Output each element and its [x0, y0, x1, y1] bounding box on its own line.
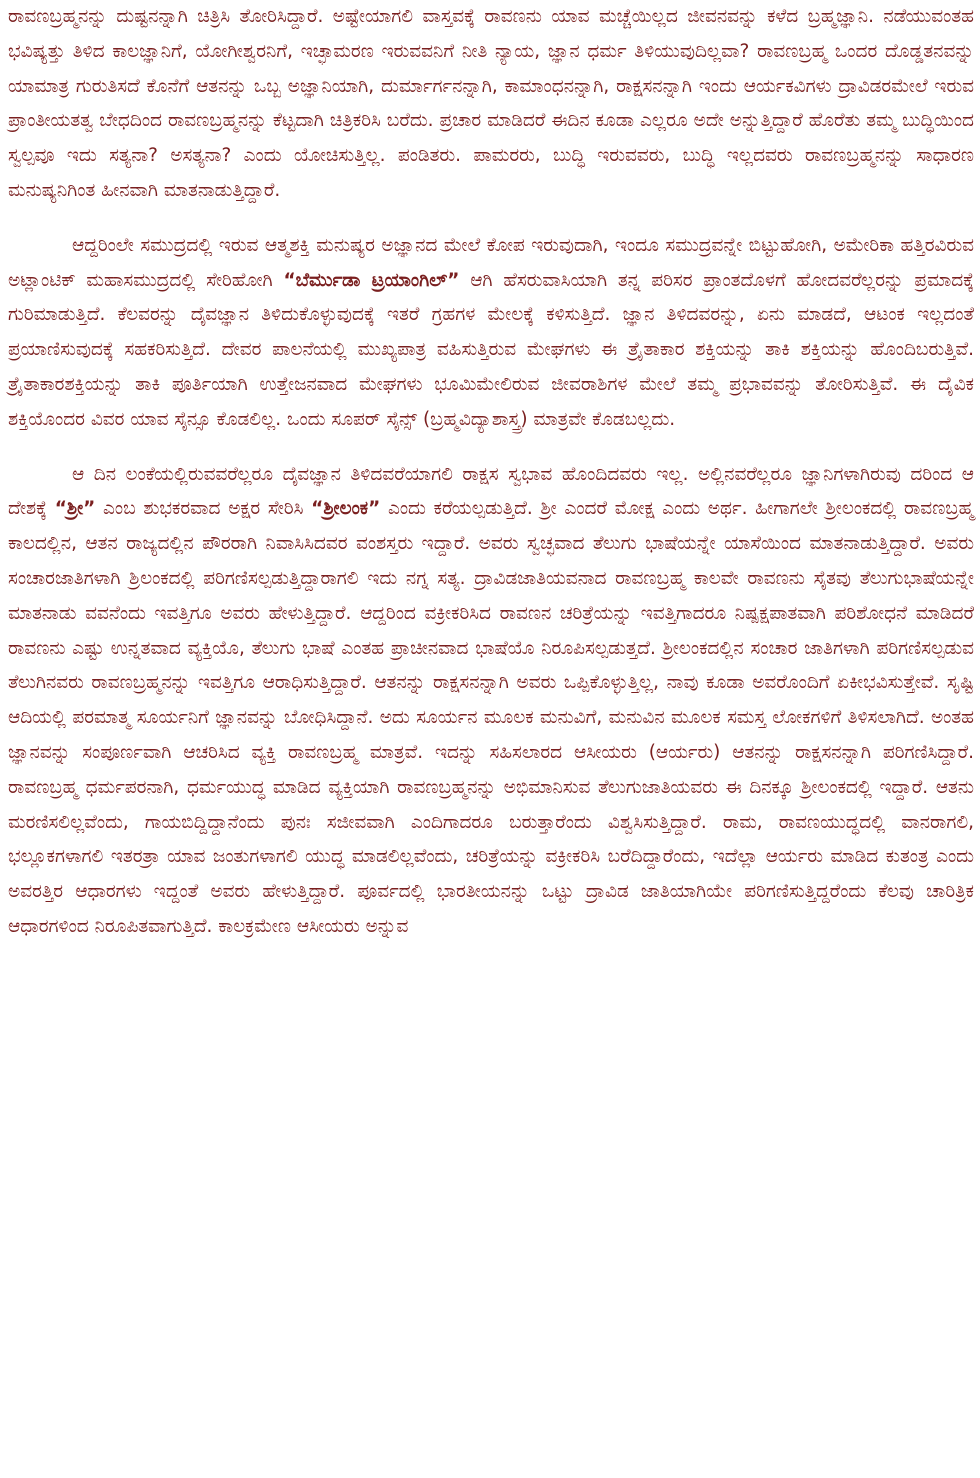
paragraph-1: [8, 0, 974, 209]
paragraph-2: [8, 229, 974, 438]
paragraph-2-text-b: ಆಗಿ ಹೆಸರುವಾಸಿಯಾಗಿ ತನ್ನ ಪರಿಸರ ಪ್ರಾಂತದೊಳಗೆ ಹೋದವರೆಲ್ಲರನ್ನು ಪ್ರಮಾದಕ್ಕೆ ಗುರಿಮಾಡುತ್ತಿದೆ. ಕೆಲವರನ್ನು ದೈವಜ್ಞಾನ ತಿಳಿದುಕೊಳ್ಳುವುದಕ್ಕೆ ಇತರೆ ಗ್ರಹಗಳ ಮೇಲಕ್ಕೆ ಕಳಿಸುತ್ತಿದೆ. ಜ್ಞಾನ ತಿಳಿದವರನ್ನು, ಏನು ಮಾಡದೆ, ಆಟಂಕ ಇಲ್ಲದಂತೆ ಪ್ರಯಾಣಿಸುವುದಕ್ಕೆ ಸಹಕರಿಸುತ್ತಿದೆ. ದೇವರ ಪಾಲನೆಯಲ್ಲಿ ಮುಖ್ಯಪಾತ್ರ ವಹಿಸುತ್ತಿರುವ ಮೇಘಗಳು ಈ ತ್ರೈತಾಕಾರ ಶಕ್ತಿಯನ್ನು ತಾಕಿ ಶಕ್ತಿಯನ್ನು ಹೊಂದಿಬರುತ್ತಿವೆ. ತ್ರೈತಾಕಾರಶಕ್ತಿಯನ್ನು ತಾಕಿ ಪೂರ್ತಿಯಾಗಿ ಉತ್ತೇಜನವಾದ ಮೇಘಗಳು ಭೂಮಿಮೇಲಿರುವ ಜೀವರಾಶಿಗಳ ಮೇಲೆ ತಮ್ಮ ಪ್ರಭಾವವನ್ನು ತೋರಿಸುತ್ತಿವೆ. ಈ ದೈವಿಕ ಶಕ್ತಿಯೊಂದರ ವಿವರ ಯಾವ ಸೈನ್ಸೂ ಕೊಡಲಿಲ್ಲ. ಒಂದು ಸೂಪರ್ ಸೈನ್ಸ್ (ಬ್ರಹ್ಮವಿದ್ಯಾಶಾಸ್ತ್ರ) ಮಾತ್ರವೇ ಕೊಡಬಲ್ಲದು.: [8, 269, 975, 430]
bermuda-triangle-term: “ಬೆರ್ಮುಡಾ ಟ್ರಯಾಂಗಿಲ್”: [283, 269, 460, 291]
paragraph-3: [8, 458, 974, 945]
paragraph-2-text-a: ಆದ್ದರಿಂಲೇ ಸಮುದ್ರದಲ್ಲಿ ಇರುವ ಆತ್ಮಶಕ್ತಿ ಮನುಷ್ಯರ ಅಜ್ಞಾನದ ಮೇಲೆ ಕೋಪ ಇರುವುದಾಗಿ, ಇಂದೂ ಸಮುದ್ರವನ್ನೇ ಬಿಟ್ಟುಹೋಗಿ, ಅಮೇರಿಕಾ ಹತ್ತಿರವಿರುವ ಅಟ್ಲಾಂಟಿಕ್ ಮಹಾಸಮುದ್ರದಲ್ಲಿ ಸೇರಿಹೋಗಿ: [8, 234, 974, 291]
paragraph-3-text-c: ಎಂದು ಕರೆಯಲ್ಪಡುತ್ತಿದೆ. ಶ್ರೀ ಎಂದರೆ ಮೋಕ್ಷ ಎಂದು ಅರ್ಥ. ಹೀಗಾಗಲೇ ಶ್ರೀಲಂಕದಲ್ಲಿ ರಾವಣಬ್ರಹ್ಮ ಕಾಲದಲ್ಲಿನ, ಆತನ ರಾಜ್ಯದಲ್ಲಿನ ಪೌರರಾಗಿ ನಿವಾಸಿಸಿದವರ ವಂಶಸ್ತರು ಇದ್ದಾರೆ. ಅವರು ಸ್ವಚ್ಛವಾದ ತೆಲುಗು ಭಾಷೆಯನ್ನೇ ಯಾಸೆಯಿಂದ ಮಾತನಾಡುತ್ತಿದ್ದಾರೆ. ಅವರು ಸಂಚಾರಜಾತಿಗಳಾಗಿ ಶ್ರಿಲಂಕದಲ್ಲಿ ಪರಿಗಣಿಸಲ್ಪಡುತ್ತಿದ್ದಾರಾಗಲಿ ಇದು ನಗ್ನ ಸತ್ಯ. ದ್ರಾವಿಡಜಾತಿಯವನಾದ ರಾವಣಬ್ರಹ್ಮ ಕಾಲವೇ ರಾವಣನು ಸೈತವು ತೆಲುಗುಭಾಷೆಯನ್ನೇ ಮಾತನಾಡು ವವನೆಂದು ಇವತ್ತಿಗೂ ಅವರು ಹೇಳುತ್ತಿದ್ದಾರೆ. ಆದ್ದರಿಂದ ವಕ್ರೀಕರಿಸಿದ ರಾವಣನ ಚರಿತ್ರೆಯನ್ನು ಇವತ್ತಿಗಾದರೂ ನಿಷ್ಪಕ್ಷಪಾತವಾಗಿ ಪರಿಶೋಧನೆ ಮಾಡಿದರೆ ರಾವಣನು ಎಷ್ಟು ಉನ್ನತವಾದ ವ್ಯಕ್ತಿಯೊ, ತೆಲುಗು ಭಾಷೆ ಎಂತಹ ಪ್ರಾಚೀನವಾದ ಭಾಷೆಯೊ ನಿರೂಪಿಸಲ್ಪಡುತ್ತದೆ. ಶ್ರೀಲಂಕದಲ್ಲಿನ ಸಂಚಾರ ಜಾತಿಗಳಾಗಿ ಪರಿಗಣಿಸಲ್ಪಡುವ ತೆಲುಗಿನವರು ರಾವಣಬ್ರಹ್ಮನನ್ನು ಇವತ್ತಿಗೂ ಆರಾಧಿಸುತ್ತಿದ್ದಾರೆ. ಆತನನ್ನು ರಾಕ್ಷಸನನ್ನಾಗಿ ಅವರು ಒಪ್ಪಿಕೊಳ್ಳುತ್ತಿಲ್ಲ, ನಾವು ಕೂಡಾ ಅವರೊಂದಿಗೆ ಏಕೀಭವಿಸುತ್ತೇವೆ. ಸೃಷ್ಟಿ ಆದಿಯಲ್ಲಿ ಪರಮಾತ್ಮ ಸೂರ್ಯನಿಗೆ ಜ್ಞಾನವನ್ನು ಬೋಧಿಸಿದ್ದಾನೆ. ಅದು ಸೂರ್ಯನ ಮೂಲಕ ಮನುವಿಗೆ, ಮನುವಿನ ಮೂಲಕ ಸಮಸ್ತ ಲೋಕಗಳಿಗೆ ತಿಳಿಸಲಾಗಿದೆ. ಅಂತಹ ಜ್ಞಾನವನ್ನು ಸಂಪೂರ್ಣವಾಗಿ ಆಚರಿಸಿದ ವ್ಯಕ್ತಿ ರಾವಣಬ್ರಹ್ಮ ಮಾತ್ರವೆ. ಇದನ್ನು ಸಹಿಸಲಾರದ ಆಸೀಯರು (ಆರ್ಯರು) ಆತನನ್ನು ರಾಕ್ಷಸನನ್ನಾಗಿ ಪರಿಗಣಿಸಿದ್ದಾರೆ. ರಾವಣಬ್ರಹ್ಮ ಧರ್ಮಪರನಾಗಿ, ಧರ್ಮಯುದ್ಧ ಮಾಡಿದ ವ್ಯಕ್ತಿಯಾಗಿ ರಾವಣಬ್ರಹ್ಮನನ್ನು ಅಭಿಮಾನಿಸುವ ತೆಲುಗುಜಾತಿಯವರು ಈ ದಿನಕ್ಕೂ ಶ್ರೀಲಂಕದಲ್ಲಿ ಇದ್ದಾರೆ. ಆತನು ಮರಣಿಸಲಿಲ್ಲವೆಂದು, ಗಾಯಬಿದ್ದಿದ್ದಾನೆಂದು ಪುನಃ ಸಜೀವವಾಗಿ ಎಂದಿಗಾದರೂ ಬರುತ್ತಾರೆಂದು ವಿಶ್ವಸಿಸುತ್ತಿದ್ದಾರೆ. ರಾಮ, ರಾವಣಯುದ್ಧದಲ್ಲಿ ವಾನರಾಗಲಿ, ಭಲ್ಲೂಕಗಳಾಗಲಿ ಇತರತ್ರಾ ಯಾವ ಜಂತುಗಳಾಗಲಿ ಯುದ್ಧ ಮಾಡಲಿಲ್ಲವೆಂದು, ಚರಿತ್ರೆಯನ್ನು ವಕ್ರೀಕರಿಸಿ ಬರೆದಿದ್ದಾರೆಂದು, ಇದೆಲ್ಲಾ ಆರ್ಯರು ಮಾಡಿದ ಕುತಂತ್ರ ಎಂದು ಅವರತ್ತಿರ ಆಧಾರಗಳು ಇದ್ದಂತೆ ಅವರು ಹೇಳುತ್ತಿದ್ದಾರೆ. ಪೂರ್ವದಲ್ಲಿ ಭಾರತೀಯನನ್ನು ಒಟ್ಟು ದ್ರಾವಿಡ ಜಾತಿಯಾಗಿಯೇ ಪರಿಗಣಿಸುತ್ತಿದ್ದರೆಂದು ಕೆಲವು ಚಾರಿತ್ರಿಕ ಆಧಾರಗಳಿಂದ ನಿರೂಪಿತವಾಗುತ್ತಿದೆ. ಕಾಲಕ್ರಮೇಣ ಆಸೀಯರು ಅನ್ನುವ: [8, 498, 974, 937]
paragraph-3-text-a: ಆ ದಿನ ಲಂಕೆಯಲ್ಲಿರುವವರೆಲ್ಲರೂ ದೈವಜ್ಞಾನ ತಿಳಿದವರೆಯಾಗಲಿ ರಾಕ್ಷಸ ಸ್ವಭಾವ ಹೊಂದಿದವರು ಇಲ್ಲ. ಅಲ್ಲಿನವರೆಲ್ಲರೂ ಜ್ಞಾನಿಗಳಾಗಿರುವು ದರಿಂದ ಆ ದೇಶಕ್ಕೆ: [8, 463, 974, 520]
shrilanka-term: “ಶ್ರೀಲಂಕ”: [311, 498, 381, 520]
paragraph-3-text-b: ಎಂಬ ಶುಭಕರವಾದ ಅಕ್ಷರ ಸೇರಿಸಿ: [95, 498, 312, 520]
paragraph-1-text: ರಾವಣಬ್ರಹ್ಮನನ್ನು ದುಷ್ಟನನ್ನಾಗಿ ಚಿತ್ರಿಸಿ ತೋರಿಸಿದ್ದಾರೆ. ಅಷ್ಟೇಯಾಗಲಿ ವಾಸ್ತವಕ್ಕೆ ರಾವಣನು ಯಾವ ಮಚ್ಚೆಯಿಲ್ಲದ ಜೀವನವನ್ನು ಕಳೆದ ಬ್ರಹ್ಮಜ್ಞಾನಿ. ನಡೆಯುವಂತಹ ಭವಿಷ್ಯತ್ತು ತಿಳಿದ ಕಾಲಜ್ಞಾನಿಗೆ, ಯೋಗೀಶ್ವರನಿಗೆ, ಇಚ್ಛಾಮರಣ ಇರುವವನಿಗೆ ನೀತಿ ನ್ಯಾಯ, ಜ್ಞಾನ ಧರ್ಮ ತಿಳಿಯುವುದಿಲ್ಲವಾ? ರಾವಣಬ್ರಹ್ಮ ಒಂದರ ದೊಡ್ಡತನವನ್ನು ಯಾಮಾತ್ರ ಗುರುತಿಸದೆ ಕೊನೆಗೆ ಆತನನ್ನು ಒಬ್ಬ ಅಜ್ಞಾನಿಯಾಗಿ, ದುರ್ಮಾರ್ಗನನ್ನಾಗಿ, ಕಾಮಾಂಧನನ್ನಾಗಿ, ರಾಕ್ಷಸನನ್ನಾಗಿ ಇಂದು ಆರ್ಯಕವಿಗಳು ದ್ರಾವಿಡರಮೇಲೆ ಇರುವ ಪ್ರಾಂತೀಯತತ್ವ ಬೇಧದಿಂದ ರಾವಣಬ್ರಹ್ಮನನ್ನು ಕೆಟ್ಟದಾಗಿ ಚಿತ್ರಿಕರಿಸಿ ಬರೆದು. ಪ್ರಚಾರ ಮಾಡಿದರೆ ಈದಿನ ಕೂಡಾ ಎಲ್ಲರೂ ಅದೇ ಅನ್ನುತ್ತಿದ್ದಾರೆ ಹೊರೆತು ತಮ್ಮ ಬುದ್ಧಿಯಿಂದ ಸ್ವಲ್ಪವೂ ಇದು ಸತ್ಯನಾ? ಅಸತ್ಯನಾ? ಎಂದು ಯೋಚಿಸುತ್ತಿಲ್ಲ. ಪಂಡಿತರು. ಪಾಮರರು, ಬುದ್ಧಿ ಇರುವವರು, ಬುದ್ಧಿ ಇಲ್ಲದವರು ರಾವಣಬ್ರಹ್ಮನನ್ನು ಸಾಧಾರಣ ಮನುಷ್ಯನಿಗಿಂತ ಹೀನವಾಗಿ ಮಾತನಾಡುತ್ತಿದ್ದಾರೆ.: [8, 6, 974, 201]
shri-term: “ಶ್ರೀ”: [54, 498, 96, 520]
